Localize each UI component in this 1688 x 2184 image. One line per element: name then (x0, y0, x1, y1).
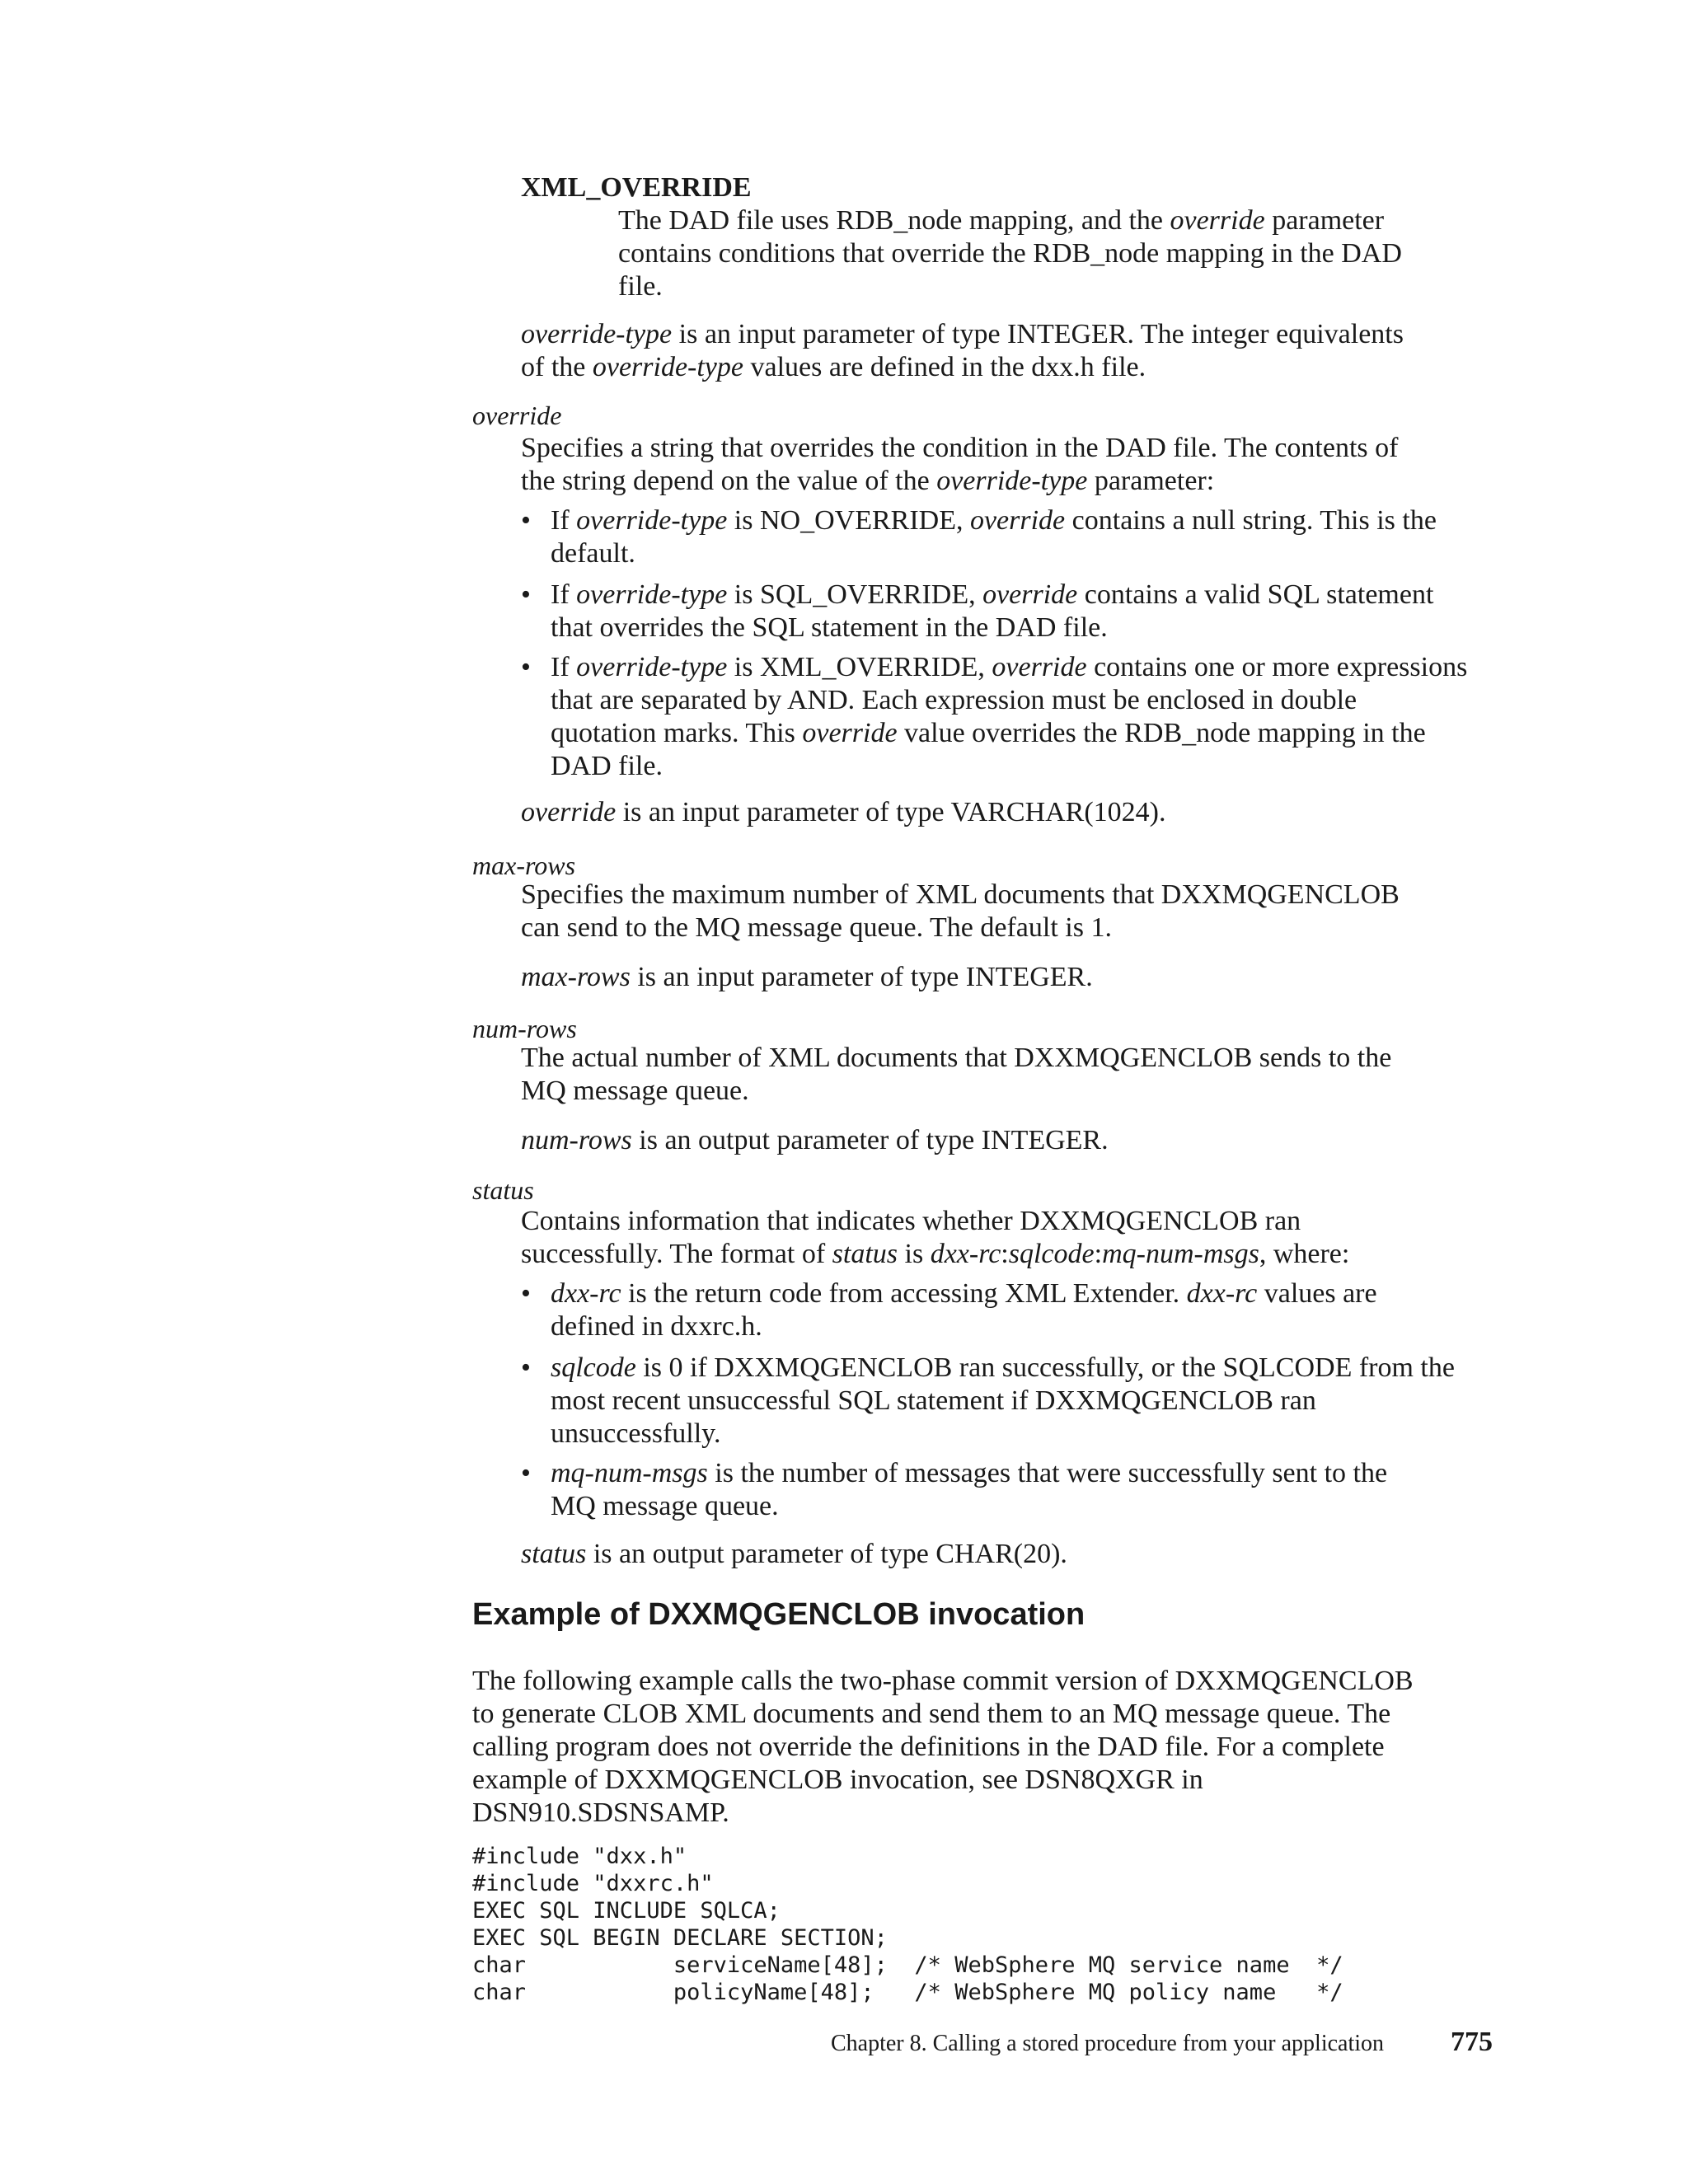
text-line: Contains information that indicates whether DXXMQGENCLOB ran (521, 1206, 1301, 1236)
bullet-icon: • (521, 652, 531, 682)
text-line: MQ message queue. (551, 1491, 779, 1521)
num-rows-term: num-rows (472, 1014, 577, 1043)
text-line: The DAD file uses RDB_node mapping, and the override parameter (618, 205, 1385, 236)
text-line: quotation marks. This override value overrides the RDB_node mapping in the (551, 718, 1426, 748)
page-number: 775 (1451, 2027, 1493, 2057)
example-paragraph (472, 1665, 1593, 1830)
footer-chapter-title: Chapter 8. Calling a stored procedure from your application (831, 2031, 1385, 2056)
italic-term: override (982, 579, 1078, 610)
status-bullet-1 (521, 1277, 1540, 1343)
text-line: DAD file. (551, 751, 663, 781)
num-rows-description (521, 1042, 1592, 1108)
italic-term: override-type (576, 579, 728, 610)
text-line: DSN910.SDSNSAMP. (472, 1797, 729, 1828)
status-bullet-2 (521, 1352, 1540, 1451)
italic-term: mq-num-msgs (551, 1458, 708, 1488)
text-line: override-type is an input parameter of type INTEGER. The integer equivalents (521, 319, 1404, 349)
bullet-icon: • (521, 1278, 531, 1309)
text-line: contains conditions that override the RDB_node mapping in the DAD (618, 238, 1402, 269)
override-type-type-note (521, 318, 1592, 384)
text-line: num-rows is an output parameter of type INTEGER. (521, 1125, 1109, 1155)
override-bullet-1 (521, 504, 1540, 570)
text-line: If override-type is SQL_OVERRIDE, override contains a valid SQL statement (551, 579, 1434, 610)
italic-term: dxx-rc (551, 1278, 621, 1309)
text-line: file. (618, 271, 663, 302)
italic-term: max-rows (521, 962, 631, 992)
status-bullet-3 (521, 1457, 1540, 1523)
text-line: MQ message queue. (521, 1076, 749, 1106)
text-line: Specifies a string that overrides the condition in the DAD file. The contents of (521, 433, 1399, 463)
text-line: that are separated by AND. Each expression must be enclosed in double (551, 685, 1357, 715)
text-line: override is an input parameter of type VARCHAR(1024). (521, 797, 1166, 827)
italic-term: override (1170, 205, 1265, 236)
override-type-note (521, 796, 1592, 829)
text-line: most recent unsuccessful SQL statement if DXXMQGENCLOB ran (551, 1385, 1316, 1416)
italic-term: override (521, 797, 617, 827)
italic-term: mq-num-msgs (1102, 1239, 1259, 1269)
text-line: If override-type is NO_OVERRIDE, override contains a null string. This is the (551, 505, 1437, 536)
text-line: If override-type is XML_OVERRIDE, override contains one or more expressions (551, 652, 1468, 682)
text-line: calling program does not override the definitions in the DAD file. For a complete (472, 1732, 1385, 1762)
italic-term: sqlcode (551, 1352, 636, 1383)
italic-term: status (521, 1539, 587, 1569)
text-line: default. (551, 538, 635, 569)
italic-term: override (802, 718, 898, 748)
text-line: that overrides the SQL statement in the DAD file. (551, 612, 1108, 643)
italic-term: override-type (576, 505, 728, 536)
text-line: mq-num-msgs is the number of messages that were successfully sent to the (551, 1458, 1388, 1488)
max-rows-type-note (521, 961, 1592, 994)
override-bullet-3 (521, 651, 1540, 783)
text-line: unsuccessfully. (551, 1418, 721, 1449)
max-rows-term: max-rows (472, 851, 576, 880)
status-description (521, 1205, 1592, 1271)
text-line: max-rows is an input parameter of type INTEGER. (521, 962, 1093, 992)
italic-term: sqlcode (1008, 1239, 1095, 1269)
bullet-icon: • (521, 505, 531, 536)
text-line: status is an output parameter of type CHAR(20). (521, 1539, 1067, 1569)
italic-term: num-rows (521, 1125, 632, 1155)
status-type-note (521, 1538, 1592, 1571)
bullet-icon: • (521, 579, 531, 610)
text-line: can send to the MQ message queue. The default is 1. (521, 912, 1112, 943)
override-term: override (472, 401, 562, 430)
italic-term: override (969, 505, 1066, 536)
num-rows-type-note (521, 1124, 1592, 1157)
text-line: The actual number of XML documents that DXXMQGENCLOB sends to the (521, 1043, 1392, 1073)
bullet-icon: • (521, 1458, 531, 1488)
italic-term: override-type (936, 466, 1088, 496)
override-description (521, 432, 1592, 498)
xml-override-label: XML_OVERRIDE (521, 172, 752, 203)
text-line: sqlcode is 0 if DXXMQGENCLOB ran successfully, or the SQLCODE from the (551, 1352, 1455, 1383)
text-line: to generate CLOB XML documents and send them to an MQ message queue. The (472, 1699, 1391, 1729)
italic-term: dxx-rc (930, 1239, 1001, 1269)
text-line: Specifies the maximum number of XML documents that DXXMQGENCLOB (521, 879, 1400, 910)
status-term: status (472, 1175, 534, 1205)
italic-term: status (832, 1239, 898, 1269)
text-line: dxx-rc is the return code from accessing XML Extender. dxx-rc values are (551, 1278, 1377, 1309)
italic-term: override-type (592, 352, 743, 382)
example-heading: Example of DXXMQGENCLOB invocation (472, 1597, 1085, 1632)
text-line: of the override-type values are defined in the dxx.h file. (521, 352, 1146, 382)
italic-term: override-type (576, 652, 728, 682)
italic-term: override-type (521, 319, 673, 349)
text-line: The following example calls the two-phase commit version of DXXMQGENCLOB (472, 1666, 1414, 1696)
text-line: successfully. The format of status is dxx-rc:sqlcode:mq-num-msgs, where: (521, 1239, 1350, 1269)
bullet-icon: • (521, 1352, 531, 1383)
text-line: defined in dxxrc.h. (551, 1311, 762, 1342)
xml-override-description (618, 204, 1607, 303)
text-line: example of DXXMQGENCLOB invocation, see DSN8QXGR in (472, 1765, 1203, 1795)
override-bullet-2 (521, 579, 1540, 644)
code-sample: #include "dxx.h" #include "dxxrc.h" EXEC SQL INCLUDE SQLCA; EXEC SQL BEGIN DECLARE SECTION; char serviceName[48]; /* WebSphere MQ service name */ char policyName[48]; /* WebSphere MQ policy name */ (472, 1844, 1343, 2005)
max-rows-description (521, 879, 1592, 944)
text-line: the string depend on the value of the override-type parameter: (521, 466, 1215, 496)
italic-term: dxx-rc (1186, 1278, 1258, 1309)
italic-term: override (992, 652, 1087, 682)
